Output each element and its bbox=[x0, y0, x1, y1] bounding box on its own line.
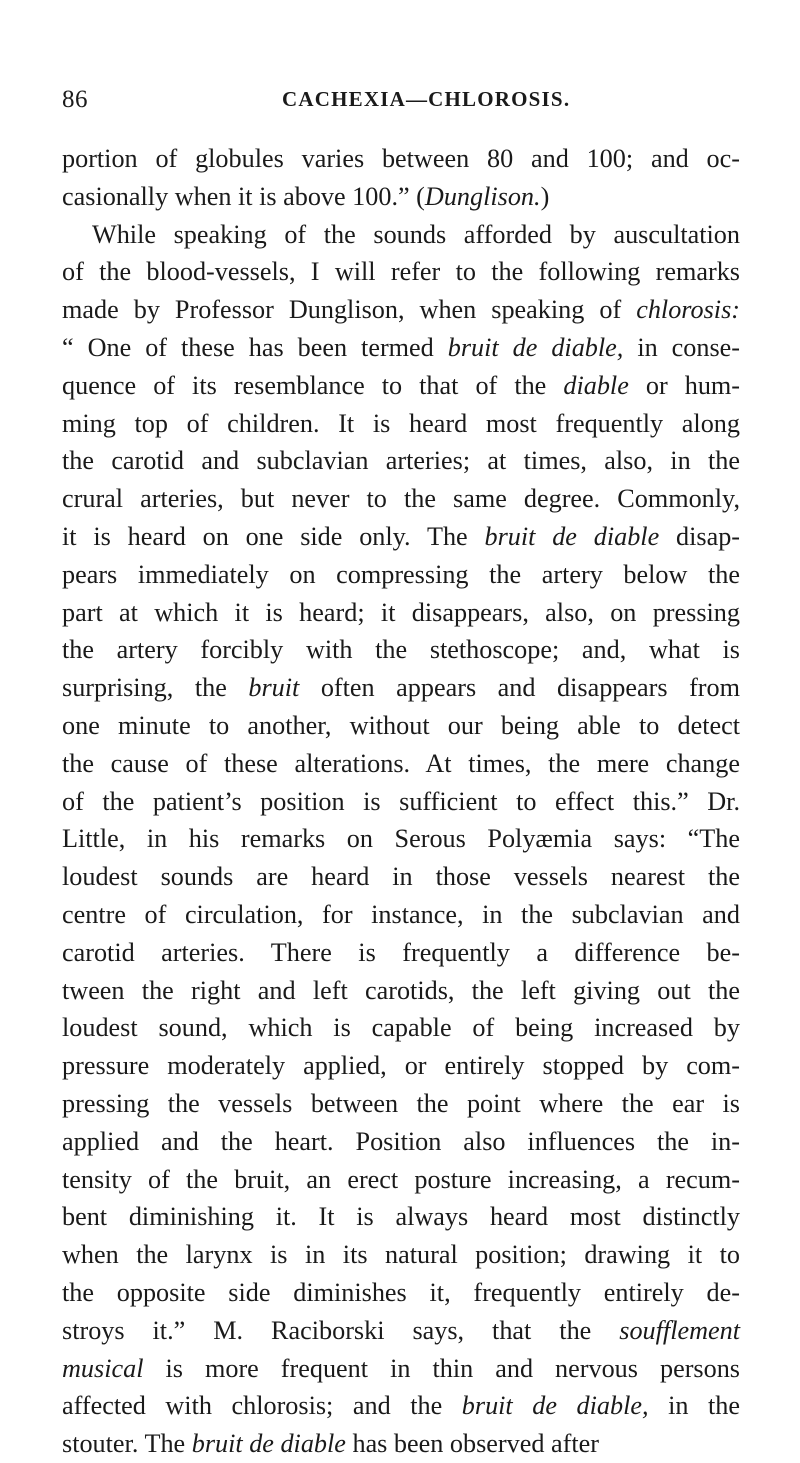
text-segment: affected with chlorosis; and the bbox=[62, 1391, 462, 1421]
text-segment: the carotid and subclavian arteries; at times, also, in the bbox=[62, 446, 740, 476]
italic-term: chlorosis: bbox=[636, 295, 740, 325]
text-segment: has been observed after bbox=[345, 1429, 599, 1459]
italic-term: diable bbox=[563, 370, 629, 400]
text-line bbox=[62, 480, 740, 518]
text-segment: the cause of these alterations. At times, the mere change bbox=[62, 748, 740, 778]
text-segment: tween the right and left carotids, the left giving out the bbox=[62, 975, 740, 1005]
italic-term: soufflement bbox=[619, 1315, 740, 1345]
text-line bbox=[62, 140, 740, 178]
text-line bbox=[62, 253, 740, 291]
text-segment: pears immediately on compressing the artery below the bbox=[62, 559, 740, 589]
text-line bbox=[62, 1009, 740, 1047]
italic-term: bruit bbox=[248, 673, 300, 703]
text-segment: While speaking of the sounds afforded by auscultation bbox=[92, 219, 740, 249]
text-line bbox=[62, 1274, 740, 1312]
text-line bbox=[62, 1387, 740, 1425]
text-line bbox=[62, 707, 740, 745]
text-line bbox=[62, 367, 740, 405]
text-line bbox=[62, 1123, 740, 1161]
running-head bbox=[62, 86, 742, 116]
running-title: CACHEXIA—CHLOROSIS. bbox=[282, 87, 571, 111]
text-segment: ming top of children. It is heard most frequently along bbox=[62, 408, 740, 438]
text-segment: or hum- bbox=[628, 370, 741, 400]
text-line bbox=[62, 1085, 740, 1123]
text-segment: disap- bbox=[659, 521, 741, 551]
text-line bbox=[62, 1350, 740, 1388]
text-line bbox=[62, 934, 740, 972]
text-line bbox=[62, 972, 740, 1010]
text-line bbox=[62, 669, 740, 707]
text-segment: portion of globules varies between 80 and 100; and oc- bbox=[62, 144, 740, 173]
text-line bbox=[62, 556, 740, 594]
text-segment: loudest sound, which is capable of being increased by bbox=[62, 1013, 740, 1043]
text-segment: when the larynx is in its natural position; drawing it to bbox=[62, 1240, 740, 1270]
text-segment: bent diminishing it. It is always heard most distinctly bbox=[62, 1202, 740, 1232]
text-line bbox=[62, 1425, 740, 1463]
text-segment: it is heard on one side only. The bbox=[62, 521, 485, 551]
italic-term: bruit de diable, bbox=[461, 1391, 649, 1421]
text-line bbox=[62, 1161, 740, 1199]
text-segment: made by Professor Dunglison, when speaking of bbox=[62, 295, 637, 325]
body-text bbox=[62, 140, 740, 1463]
text-line bbox=[62, 1236, 740, 1274]
text-segment: is more frequent in thin and nervous persons bbox=[143, 1353, 740, 1383]
italic-term: bruit de diable bbox=[484, 521, 660, 551]
italic-term: musical bbox=[62, 1353, 144, 1383]
italic-term: bruit de diable bbox=[191, 1429, 346, 1459]
text-segment: pressing the vessels between the point where the ear is bbox=[62, 1088, 740, 1118]
text-segment: stouter. The bbox=[62, 1429, 192, 1459]
text-line bbox=[62, 1198, 740, 1236]
text-line bbox=[62, 291, 740, 329]
text-segment: often appears and disappears from bbox=[299, 673, 740, 703]
text-segment: pressure moderately applied, or entirely stopped by com- bbox=[62, 1051, 740, 1081]
text-segment: the artery forcibly with the stethoscope; and, what is bbox=[62, 635, 740, 665]
text-segment: quence of its resemblance to that of the bbox=[62, 370, 564, 400]
text-line bbox=[62, 858, 740, 896]
text-line bbox=[62, 1312, 740, 1350]
text-segment: ) bbox=[540, 181, 550, 211]
text-segment: surprising, the bbox=[62, 673, 249, 703]
text-segment: of the blood-vessels, I will refer to the following remarks bbox=[62, 257, 740, 287]
text-segment: loudest sounds are heard in those vessels nearest the bbox=[62, 862, 740, 892]
text-line bbox=[62, 896, 740, 934]
text-line bbox=[62, 820, 740, 858]
text-segment: carotid arteries. There is frequently a difference be- bbox=[62, 937, 740, 967]
text-line bbox=[62, 594, 740, 632]
text-line bbox=[62, 178, 740, 216]
text-line bbox=[62, 405, 740, 443]
text-segment: part at which it is heard; it disappears, also, on pressing bbox=[62, 597, 740, 627]
text-segment: in the bbox=[648, 1391, 740, 1421]
text-line bbox=[62, 216, 740, 254]
text-segment: Little, in his remarks on Serous Polyæmia says: “The bbox=[62, 824, 740, 854]
text-segment: tensity of the bruit, an erect posture increasing, a recum- bbox=[62, 1164, 740, 1194]
text-segment: one minute to another, without our being able to detect bbox=[62, 710, 740, 740]
italic-term: Dunglison. bbox=[424, 181, 541, 211]
text-segment: of the patient’s position is sufficient to effect this.” Dr. bbox=[62, 786, 740, 816]
text-line bbox=[62, 329, 740, 367]
text-line bbox=[62, 442, 740, 480]
text-segment: centre of circulation, for instance, in the subclavian and bbox=[62, 899, 740, 929]
text-line bbox=[62, 631, 740, 669]
italic-term: bruit de diable, bbox=[447, 332, 624, 362]
text-line bbox=[62, 783, 740, 821]
text-segment: in conse- bbox=[623, 332, 741, 362]
text-line bbox=[62, 518, 740, 556]
text-segment: applied and the heart. Position also influences the in- bbox=[62, 1126, 740, 1156]
text-segment: “ One of these has been termed bbox=[62, 332, 448, 362]
text-segment: casionally when it is above 100.” ( bbox=[62, 181, 425, 211]
text-line bbox=[62, 1047, 740, 1085]
page-number: 86 bbox=[62, 86, 88, 113]
text-segment: crural arteries, but never to the same degree. Commonly, bbox=[62, 484, 740, 514]
text-segment: the opposite side diminishes it, frequently entirely de- bbox=[62, 1277, 740, 1307]
text-segment: stroys it.” M. Raciborski says, that the bbox=[62, 1315, 620, 1345]
text-line bbox=[62, 745, 740, 783]
